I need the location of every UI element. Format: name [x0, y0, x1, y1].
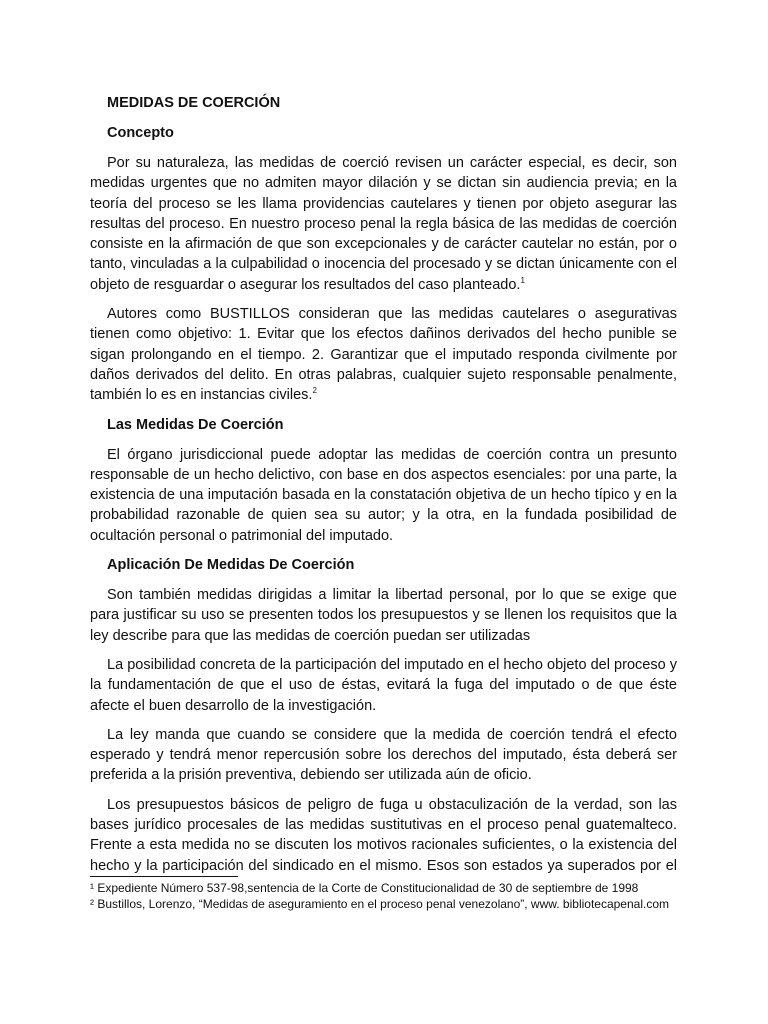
paragraph-text: Por su naturaleza, las medidas de coerció revisen un carácter especial, es decir, son medidas urgentes que no admiten mayor dilación y se dictan sin audiencia previa; en la teoría del proceso se les llama providencias cautelares y tienen por objeto asegurar las resultas del proceso. En nuestro proceso penal la regla básica de las medidas de coerción consiste en la afirmación de que son excepcionales y de carácter cautelar no están, por o tanto, vinculadas a la culpabilidad o inocencia del procesado y se dictan únicamente con el objeto de resguardar o asegurar los resultados del caso planteado.	[90, 155, 677, 293]
section-heading-concepto: Concepto	[107, 125, 174, 141]
footnote-reference: 1	[520, 275, 525, 285]
document-title: MEDIDAS DE COERCIÓN	[107, 95, 281, 111]
paragraph-text: Autores como BUSTILLOS consideran que las medidas cautelares o asegurativas tienen como objetivo: 1. Evitar que los efectos dañinos derivados del hecho punible se sigan prolongando en el tiempo. 2. Garantizar que el imputado responda civilmente por daños derivados del delito. En otras palabras, cualquier sujeto responsable penalmente, también lo es en instancias civiles.	[90, 306, 677, 404]
paragraph-text: La ley manda que cuando se considere que la medida de coerción tendrá el efecto esperado y tendrá menor repercusión sobre los derechos del imputado, ésta deberá ser preferida a la prisión preventiva, debiendo ser utilizada aún de oficio.	[90, 726, 677, 784]
document-body	[90, 93, 677, 873]
paragraph-aplicacion-3	[90, 725, 677, 786]
paragraph-text: El órgano jurisdiccional puede adoptar las medidas de coerción contra un presunto responsable de un hecho delictivo, con base en dos aspectos esenciales: por una parte, la existencia de una imputación basada en la constatación objetiva de un hecho típico y en la probabilidad razonable de quien sea su autor; y la otra, en la fundada posibilidad de ocultación personal o patrimonial del imputado.	[90, 446, 677, 544]
paragraph-medidas-1	[90, 445, 677, 546]
footnote-divider	[90, 876, 238, 877]
section-heading-aplicacion: Aplicación De Medidas De Coerción	[107, 557, 355, 574]
section-heading-medidas: Las Medidas De Coerción	[107, 416, 284, 433]
footnotes	[90, 876, 680, 912]
footnote-2: ² Bustillos, Lorenzo, “Medidas de aseguramiento en el proceso penal venezolano”, www. bibliotecapenal.com	[90, 897, 669, 911]
footnote-reference: 2	[312, 386, 317, 396]
paragraph-aplicacion-1	[90, 585, 677, 646]
paragraph-text: La posibilidad concreta de la participación del imputado en el hecho objeto del proceso y la fundamentación de que el uso de éstas, evitará la fuga del imputado o de que éste afecte el buen desarrollo de la investigación.	[90, 656, 677, 714]
footnote-1: ¹ Expediente Número 537-98,sentencia de la Corte de Constitucionalidad de 30 de septiembre de 1998	[90, 881, 639, 895]
paragraph-text: Son también medidas dirigidas a limitar la libertad personal, por lo que se exige que para justificar su uso se presenten todos los presupuestos y se llenen los requisitos que la ley describe para que las medidas de coerción puedan ser utilizadas	[90, 587, 677, 644]
paragraph-text: Los presupuestos básicos de peligro de fuga u obstaculización de la verdad, son las bases jurídico procesales de las medidas sustitutivas en el proceso penal guatemalteco. Frente a esta medida no se discuten los motivos racionales suficientes, o la existencia del hecho y la participación del sindicado en el mismo. Esos son estados ya superados por el	[90, 796, 677, 873]
paragraph-concepto-1	[90, 153, 677, 295]
paragraph-concepto-2	[90, 304, 677, 405]
paragraph-aplicacion-4	[90, 795, 677, 873]
paragraph-aplicacion-2	[90, 655, 677, 716]
